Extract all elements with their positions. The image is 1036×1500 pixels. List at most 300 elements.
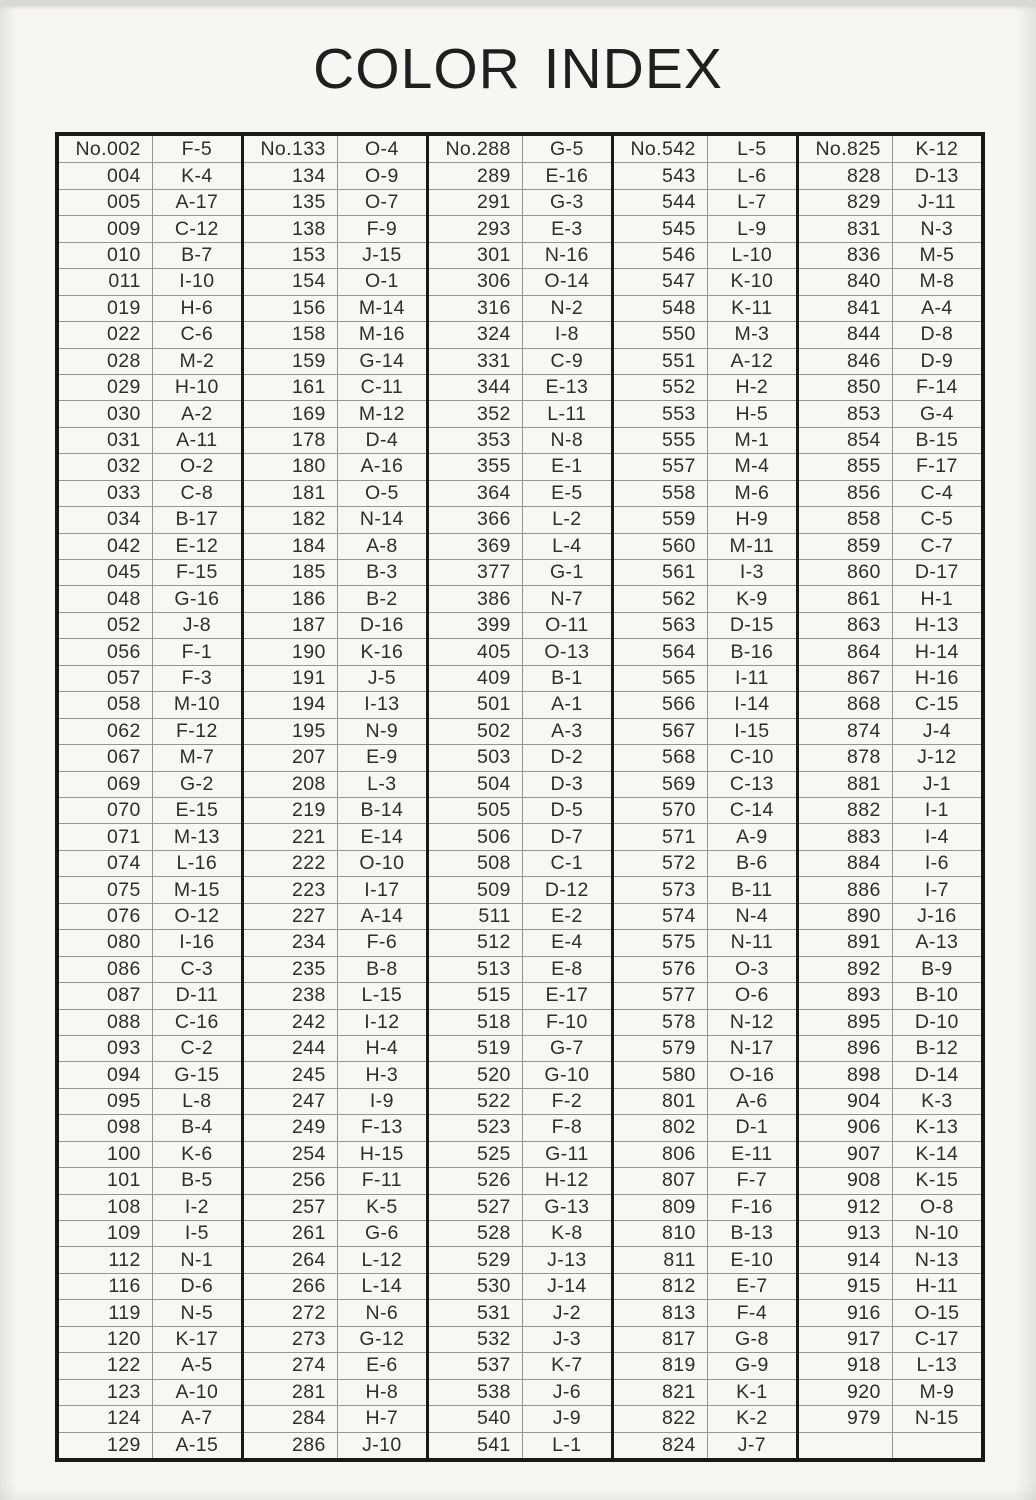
entry-code: B-6 — [708, 850, 796, 876]
entry-code: G-4 — [893, 400, 981, 426]
entry-code: L-3 — [338, 771, 426, 797]
entry-code: O-6 — [708, 982, 796, 1008]
entry-number: 019 — [59, 295, 153, 321]
entry-code: I-9 — [338, 1088, 426, 1114]
entry-code: L-10 — [708, 242, 796, 268]
entry-code: L-15 — [338, 982, 426, 1008]
entry-number: 566 — [614, 691, 708, 717]
entry-code: O-16 — [708, 1061, 796, 1087]
entry-number: 564 — [614, 638, 708, 664]
entry-number: 129 — [59, 1432, 153, 1458]
entry-number: 511 — [429, 903, 523, 929]
entry-number: 806 — [614, 1141, 708, 1167]
entry-code: B-16 — [708, 638, 796, 664]
entry-code: K-8 — [523, 1220, 611, 1246]
entry-number: 207 — [244, 744, 338, 770]
entry-code: K-14 — [893, 1141, 981, 1167]
entry-number: 915 — [799, 1273, 893, 1299]
entry-code: H-2 — [708, 374, 796, 400]
entry-number: 558 — [614, 480, 708, 506]
entry-code: B-8 — [338, 956, 426, 982]
entry-number: 502 — [429, 718, 523, 744]
entry-number: 864 — [799, 638, 893, 664]
entry-code: A-7 — [153, 1405, 241, 1431]
entry-code: M-2 — [153, 348, 241, 374]
entry-code: G-5 — [549, 137, 584, 160]
entry-number: 543 — [614, 162, 708, 188]
entry-code: E-7 — [708, 1273, 796, 1299]
entry-code: E-11 — [708, 1141, 796, 1167]
entry-code: M-13 — [153, 823, 241, 849]
entry-number: 896 — [799, 1035, 893, 1061]
entry-number: 854 — [799, 427, 893, 453]
entry-number: 134 — [244, 162, 338, 188]
entry-number: 565 — [614, 665, 708, 691]
entry-number: 074 — [59, 850, 153, 876]
entry-number: 904 — [799, 1088, 893, 1114]
entry-code: N-5 — [153, 1299, 241, 1325]
entry-number: 895 — [799, 1009, 893, 1035]
entry-number: 030 — [59, 400, 153, 426]
entry-code: N-8 — [523, 427, 611, 453]
entry-code: I-12 — [338, 1009, 426, 1035]
entry-code: F-1 — [153, 638, 241, 664]
entry-number: 892 — [799, 956, 893, 982]
entry-number: 810 — [614, 1220, 708, 1246]
entry-code: N-9 — [338, 718, 426, 744]
entry-code: C-14 — [708, 797, 796, 823]
entry-number: 545 — [614, 215, 708, 241]
entry-code: A-8 — [338, 533, 426, 559]
entry-number: 161 — [244, 374, 338, 400]
entry-number: 138 — [244, 215, 338, 241]
entry-number: 124 — [59, 1405, 153, 1431]
entry-code: D-17 — [893, 559, 981, 585]
entry-number: 234 — [244, 929, 338, 955]
entry-number: 920 — [799, 1379, 893, 1405]
entry-code: C-12 — [153, 215, 241, 241]
page-title: COLOR INDEX — [313, 37, 723, 101]
entry-number: 918 — [799, 1352, 893, 1378]
entry-number: 109 — [59, 1220, 153, 1246]
entry-number: 245 — [244, 1061, 338, 1087]
entry-code: F-10 — [523, 1009, 611, 1035]
entry-number: 195 — [244, 718, 338, 744]
entry-number: 552 — [614, 374, 708, 400]
entry-number: 560 — [614, 533, 708, 559]
entry-code: I-8 — [523, 321, 611, 347]
entry-code: O-4 — [364, 137, 399, 160]
entry-code: I-11 — [708, 665, 796, 691]
entry-number: 551 — [614, 348, 708, 374]
entry-number: 180 — [244, 453, 338, 479]
entry-code: L-12 — [338, 1246, 426, 1272]
entry-code: E-1 — [523, 453, 611, 479]
column-group-1 — [59, 136, 241, 1458]
entry-number: 577 — [614, 982, 708, 1008]
entry-number: 916 — [799, 1299, 893, 1325]
color-index-table — [55, 132, 985, 1462]
entry-code: F-11 — [338, 1167, 426, 1193]
entry-code: H-1 — [893, 585, 981, 611]
entry-code: I-5 — [153, 1220, 241, 1246]
entry-code: N-10 — [893, 1220, 981, 1246]
entry-number: 070 — [59, 797, 153, 823]
entry-code: B-10 — [893, 982, 981, 1008]
entry-number: 045 — [59, 559, 153, 585]
entry-code: M-12 — [338, 400, 426, 426]
entry-code: O-1 — [338, 268, 426, 294]
entry-code: O-7 — [338, 189, 426, 215]
entry-number: 029 — [59, 374, 153, 400]
entry-code: F-8 — [523, 1114, 611, 1140]
entry-number: 086 — [59, 956, 153, 982]
entry-code: O-12 — [153, 903, 241, 929]
entry-number: 531 — [429, 1299, 523, 1325]
entry-code: B-9 — [893, 956, 981, 982]
entry-code: E-10 — [708, 1246, 796, 1272]
entry-code: H-8 — [338, 1379, 426, 1405]
entry-code: G-9 — [708, 1352, 796, 1378]
entry-number: 819 — [614, 1352, 708, 1378]
entry-number: 525 — [429, 1141, 523, 1167]
entry-number: 519 — [429, 1035, 523, 1061]
entry-code: D-14 — [893, 1061, 981, 1087]
entry-number: 576 — [614, 956, 708, 982]
entry-number: 004 — [59, 162, 153, 188]
entry-code: F-16 — [708, 1194, 796, 1220]
entry-code: C-5 — [893, 506, 981, 532]
entry-code — [893, 1432, 981, 1458]
entry-number: 005 — [59, 189, 153, 215]
entry-number: 528 — [429, 1220, 523, 1246]
entry-code: F-9 — [338, 215, 426, 241]
entry-code: G-14 — [338, 348, 426, 374]
entry-code: O-15 — [893, 1299, 981, 1325]
entry-number: 221 — [244, 823, 338, 849]
entry-number: 293 — [429, 215, 523, 241]
entry-number: 569 — [614, 771, 708, 797]
entry-code: B-13 — [708, 1220, 796, 1246]
entry-code: K-6 — [153, 1141, 241, 1167]
entry-number: 306 — [429, 268, 523, 294]
entry-number: 257 — [244, 1194, 338, 1220]
entry-number: 369 — [429, 533, 523, 559]
entry-number: 095 — [59, 1088, 153, 1114]
entry-code: I-4 — [893, 823, 981, 849]
entry-code: I-15 — [708, 718, 796, 744]
entry-number: 912 — [799, 1194, 893, 1220]
entry-number: 284 — [244, 1405, 338, 1431]
entry-number: 281 — [244, 1379, 338, 1405]
entry-number: 169 — [244, 400, 338, 426]
entry-code: N-2 — [523, 295, 611, 321]
entry-code: J-2 — [523, 1299, 611, 1325]
entry-code: J-14 — [523, 1273, 611, 1299]
entry-code: L-2 — [523, 506, 611, 532]
entry-code: I-6 — [893, 850, 981, 876]
entry-number: 261 — [244, 1220, 338, 1246]
entry-number: 075 — [59, 876, 153, 902]
entry-number: 093 — [59, 1035, 153, 1061]
entry-code: I-16 — [153, 929, 241, 955]
entry-number: 547 — [614, 268, 708, 294]
entry-number: 386 — [429, 585, 523, 611]
entry-number: 844 — [799, 321, 893, 347]
entry-number: 906 — [799, 1114, 893, 1140]
column-group-3 — [426, 136, 611, 1458]
column-group-4 — [611, 136, 796, 1458]
entry-number: 868 — [799, 691, 893, 717]
entry-number: 527 — [429, 1194, 523, 1220]
entry-code: L-8 — [153, 1088, 241, 1114]
entry-number: No.825 — [799, 136, 893, 162]
entry-code: L-16 — [153, 850, 241, 876]
entry-code: D-2 — [523, 744, 611, 770]
entry-number: 405 — [429, 638, 523, 664]
entry-code: B-11 — [708, 876, 796, 902]
entry-code: F-2 — [523, 1088, 611, 1114]
entry-number: 908 — [799, 1167, 893, 1193]
entry-number: 076 — [59, 903, 153, 929]
entry-number: 159 — [244, 348, 338, 374]
entry-number: 505 — [429, 797, 523, 823]
entry-code: A-17 — [153, 189, 241, 215]
entry-number: 813 — [614, 1299, 708, 1325]
entry-code: H-9 — [708, 506, 796, 532]
entry-code: D-1 — [708, 1114, 796, 1140]
entry-number: 256 — [244, 1167, 338, 1193]
entry-number: 570 — [614, 797, 708, 823]
entry-number: 893 — [799, 982, 893, 1008]
entry-code: N-4 — [708, 903, 796, 929]
entry-number: 062 — [59, 718, 153, 744]
entry-code: D-12 — [523, 876, 611, 902]
entry-code: L-14 — [338, 1273, 426, 1299]
entry-code: K-7 — [523, 1352, 611, 1378]
entry-code: K-11 — [708, 295, 796, 321]
entry-number: 578 — [614, 1009, 708, 1035]
entry-code: A-9 — [708, 823, 796, 849]
entry-number: 860 — [799, 559, 893, 585]
entry-code: K-15 — [893, 1167, 981, 1193]
entry-number: No.542 — [614, 136, 708, 162]
entry-number: 522 — [429, 1088, 523, 1114]
entry-code: M-15 — [153, 876, 241, 902]
entry-code: H-12 — [523, 1167, 611, 1193]
entry-code: A-14 — [338, 903, 426, 929]
entry-code: I-17 — [338, 876, 426, 902]
entry-number: 548 — [614, 295, 708, 321]
entry-code: E-2 — [523, 903, 611, 929]
entry-code: A-6 — [708, 1088, 796, 1114]
entry-code: M-14 — [338, 295, 426, 321]
entry-number: 855 — [799, 453, 893, 479]
entry-code: G-3 — [523, 189, 611, 215]
entry-code: D-9 — [893, 348, 981, 374]
entry-number: 242 — [244, 1009, 338, 1035]
entry-number: 135 — [244, 189, 338, 215]
entry-number: 399 — [429, 612, 523, 638]
entry-code: C-6 — [153, 321, 241, 347]
entry-code: O-2 — [153, 453, 241, 479]
entry-number: 886 — [799, 876, 893, 902]
entry-code: J-8 — [153, 612, 241, 638]
entry-code: L-11 — [523, 400, 611, 426]
entry-code: H-6 — [153, 295, 241, 321]
entry-number: 518 — [429, 1009, 523, 1035]
entry-number: 344 — [429, 374, 523, 400]
entry-number: 264 — [244, 1246, 338, 1272]
entry-code: C-10 — [708, 744, 796, 770]
entry-number: 863 — [799, 612, 893, 638]
entry-code: K-3 — [893, 1088, 981, 1114]
entry-number: 529 — [429, 1246, 523, 1272]
entry-code: C-13 — [708, 771, 796, 797]
entry-code: J-11 — [893, 189, 981, 215]
entry-code: G-6 — [338, 1220, 426, 1246]
entry-number: 324 — [429, 321, 523, 347]
entry-code: N-15 — [893, 1405, 981, 1431]
entry-number: 568 — [614, 744, 708, 770]
entry-code: D-4 — [338, 427, 426, 453]
entry-code: N-7 — [523, 585, 611, 611]
entry-code: F-17 — [893, 453, 981, 479]
entry-code: H-13 — [893, 612, 981, 638]
entry-number: 503 — [429, 744, 523, 770]
entry-number: 011 — [59, 268, 153, 294]
entry-code: C-8 — [153, 480, 241, 506]
entry-code: B-7 — [153, 242, 241, 268]
entry-number: 567 — [614, 718, 708, 744]
entry-number: 504 — [429, 771, 523, 797]
entry-code: N-6 — [338, 1299, 426, 1325]
entry-number: 266 — [244, 1273, 338, 1299]
entry-number: 881 — [799, 771, 893, 797]
entry-code: J-13 — [523, 1246, 611, 1272]
entry-number: 301 — [429, 242, 523, 268]
entry-number: 512 — [429, 929, 523, 955]
entry-number: 331 — [429, 348, 523, 374]
entry-code: L-5 — [737, 137, 767, 160]
entry-code: B-4 — [153, 1114, 241, 1140]
entry-code: H-3 — [338, 1061, 426, 1087]
entry-code: C-11 — [338, 374, 426, 400]
entry-code: F-13 — [338, 1114, 426, 1140]
entry-number: No.133 — [244, 136, 338, 162]
entry-number: 917 — [799, 1326, 893, 1352]
entry-code: D-5 — [523, 797, 611, 823]
entry-number: 573 — [614, 876, 708, 902]
entry-number: 058 — [59, 691, 153, 717]
entry-number: 208 — [244, 771, 338, 797]
entry-number: 069 — [59, 771, 153, 797]
entry-code: E-3 — [523, 215, 611, 241]
entry-number: 022 — [59, 321, 153, 347]
entry-number: 520 — [429, 1061, 523, 1087]
entry-code: E-17 — [523, 982, 611, 1008]
entry-code: L-13 — [893, 1352, 981, 1378]
entry-number: 101 — [59, 1167, 153, 1193]
entry-number: 352 — [429, 400, 523, 426]
entry-code: J-16 — [893, 903, 981, 929]
entry-number: 546 — [614, 242, 708, 268]
entry-number: 056 — [59, 638, 153, 664]
entry-code: K-17 — [153, 1326, 241, 1352]
entry-number: 821 — [614, 1379, 708, 1405]
entry-code: J-7 — [708, 1432, 796, 1458]
entry-code: E-4 — [523, 929, 611, 955]
entry-number: 235 — [244, 956, 338, 982]
entry-number: 048 — [59, 585, 153, 611]
entry-code: L-1 — [523, 1432, 611, 1458]
entry-code: I-2 — [153, 1194, 241, 1220]
entry-code: K-13 — [893, 1114, 981, 1140]
entry-code: N-16 — [523, 242, 611, 268]
entry-number: No.288 — [429, 136, 523, 162]
entry-code: M-5 — [893, 242, 981, 268]
entry-code: H-7 — [338, 1405, 426, 1431]
entry-number: 291 — [429, 189, 523, 215]
entry-number: 555 — [614, 427, 708, 453]
entry-number: 878 — [799, 744, 893, 770]
entry-code: E-9 — [338, 744, 426, 770]
entry-number: 812 — [614, 1273, 708, 1299]
entry-number: 031 — [59, 427, 153, 453]
entry-number: 098 — [59, 1114, 153, 1140]
entry-code: G-1 — [523, 559, 611, 585]
entry-code: E-15 — [153, 797, 241, 823]
entry-code: E-16 — [523, 162, 611, 188]
entry-number: 032 — [59, 453, 153, 479]
entry-number: 274 — [244, 1352, 338, 1378]
entry-number: 841 — [799, 295, 893, 321]
entry-code: D-16 — [338, 612, 426, 638]
entry-number: 377 — [429, 559, 523, 585]
entry-code: N-12 — [708, 1009, 796, 1035]
entry-code: O-11 — [523, 612, 611, 638]
entry-code: J-10 — [338, 1432, 426, 1458]
entry-code: E-6 — [338, 1352, 426, 1378]
entry-number: 120 — [59, 1326, 153, 1352]
entry-number: 882 — [799, 797, 893, 823]
entry-number: 859 — [799, 533, 893, 559]
entry-number: 541 — [429, 1432, 523, 1458]
entry-number: 914 — [799, 1246, 893, 1272]
entry-number: 178 — [244, 427, 338, 453]
entry-number: 254 — [244, 1141, 338, 1167]
entry-number: 513 — [429, 956, 523, 982]
entry-code: O-14 — [523, 268, 611, 294]
entry-number: 028 — [59, 348, 153, 374]
entry-number: 540 — [429, 1405, 523, 1431]
entry-code: E-5 — [523, 480, 611, 506]
entry-code: F-7 — [708, 1167, 796, 1193]
entry-code: N-11 — [708, 929, 796, 955]
entry-number: 184 — [244, 533, 338, 559]
entry-number: 979 — [799, 1405, 893, 1431]
entry-number: 561 — [614, 559, 708, 585]
entry-code: E-12 — [153, 533, 241, 559]
entry-code: G-12 — [338, 1326, 426, 1352]
entry-code: H-14 — [893, 638, 981, 664]
entry-code: H-10 — [153, 374, 241, 400]
entry-number: 094 — [59, 1061, 153, 1087]
entry-number: 836 — [799, 242, 893, 268]
entry-code: G-16 — [153, 585, 241, 611]
entry-code: B-1 — [523, 665, 611, 691]
entry-number: 191 — [244, 665, 338, 691]
